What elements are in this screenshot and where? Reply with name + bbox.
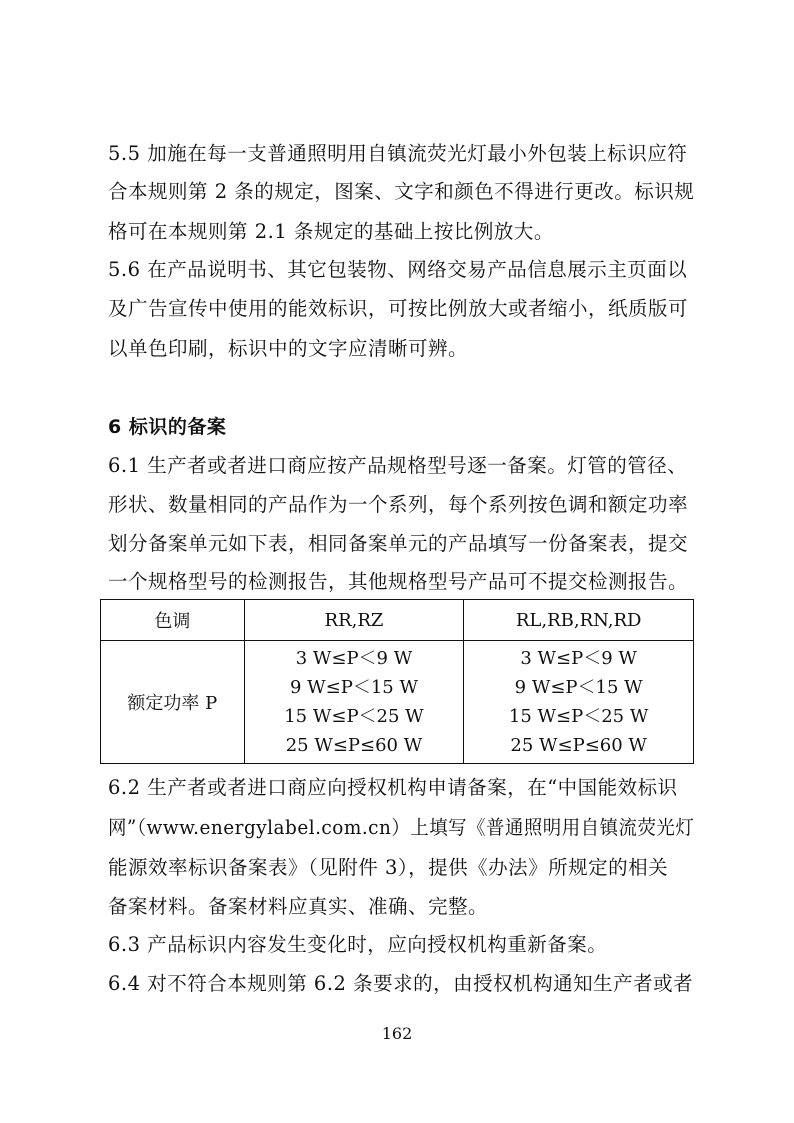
power-ranges-rl-rb-rn-rd xyxy=(464,641,694,764)
power-range: 3 W≤P＜9 W xyxy=(295,648,413,669)
power-range: 9 W≤P＜15 W xyxy=(289,677,418,698)
text-line: 形状、数量相同的产品作为一个系列，每个系列按色调和额定功率 xyxy=(108,493,689,516)
text-line: 网”（www.energylabel.com.cn）上填写《普通照明用自镇流荧光灯 xyxy=(108,816,695,839)
header-cell-rr-rz: RR,RZ xyxy=(244,600,464,641)
power-range: 15 W≤P＜25 W xyxy=(284,706,424,727)
text-line: 6.1 生产者或者进口商应按产品规格型号逐一备案。灯管的管径、 xyxy=(108,454,688,477)
header-cell-tone: 色调 xyxy=(101,600,245,641)
text-line: 以单色印刷，标识中的文字应清晰可辨。 xyxy=(108,337,469,360)
power-range: 25 W≤P≤60 W xyxy=(510,735,647,756)
power-range: 25 W≤P≤60 W xyxy=(285,735,423,756)
power-ranges-rr-rz xyxy=(244,641,464,764)
text-line: 5.6 在产品说明书、其它包装物、网络交易产品信息展示主页面以 xyxy=(108,258,688,281)
text-line: 及广告宣传中使用的能效标识，可按比例放大或者缩小，纸质版可 xyxy=(108,297,689,320)
text-line: 划分备案单元如下表，相同备案单元的产品填写一份备案表，提交 xyxy=(108,532,689,555)
text-line: 一个规格型号的检测报告，其他规格型号产品可不提交检测报告。 xyxy=(108,570,689,593)
power-range: 9 W≤P＜15 W xyxy=(514,677,643,698)
page-number: 162 xyxy=(381,1024,413,1043)
text-line: 格可在本规则第 2.1 条规定的基础上按比例放大。 xyxy=(108,220,554,243)
text-line: 能源效率标识备案表》（见附件 3），提供《办法》所规定的相关 xyxy=(108,856,669,879)
power-range: 15 W≤P＜25 W xyxy=(508,706,649,727)
section-heading: 6 标识的备案 xyxy=(108,416,227,438)
paragraph-6-4: 6.4 对不符合本规则第 6.2 条要求的，由授权机构通知生产者或者 xyxy=(108,972,694,995)
row-label-rated-power: 额定功率 P xyxy=(101,641,245,764)
text-line: 5.5 加施在每一支普通照明用自镇流荧光灯最小外包装上标识应符 xyxy=(108,142,688,165)
text-line: 合本规则第 2 条的规定，图案、文字和颜色不得进行更改。标识规 xyxy=(108,180,695,203)
header-cell-rl-rb-rn-rd: RL,RB,RN,RD xyxy=(464,600,694,641)
registration-unit-table xyxy=(100,599,694,764)
table-header-row xyxy=(101,600,694,641)
table-row xyxy=(101,641,694,764)
power-range: 3 W≤P＜9 W xyxy=(520,648,637,669)
text-line: 备案材料。备案材料应真实、准确、完整。 xyxy=(108,895,489,918)
text-line: 6.2 生产者或者进口商应向授权机构申请备案，在“中国能效标识 xyxy=(108,776,678,799)
paragraph-6-3: 6.3 产品标识内容发生变化时，应向授权机构重新备案。 xyxy=(108,933,608,956)
